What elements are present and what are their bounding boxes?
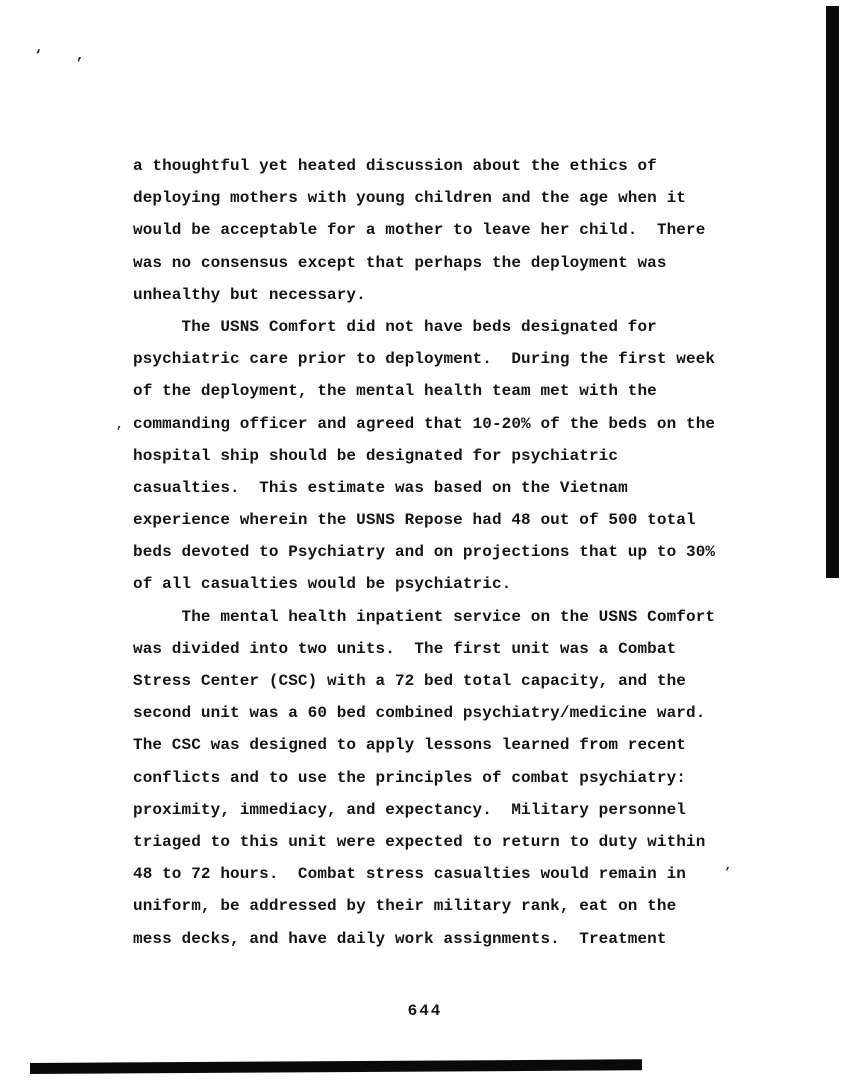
- text-line: triaged to this unit were expected to return to duty within: [133, 832, 706, 851]
- text-line: casualties. This estimate was based on the Vietnam: [133, 478, 628, 497]
- text-line: was divided into two units. The first unit was a Combat: [133, 639, 677, 658]
- text-line: of the deployment, the mental health team met with the: [133, 382, 657, 401]
- text-line: The USNS Comfort did not have beds designated for: [133, 317, 657, 336]
- document-text: [133, 150, 753, 955]
- text-line: beds devoted to Psychiatry and on projections that up to 30%: [133, 543, 716, 562]
- text-line: unhealthy but necessary.: [133, 285, 366, 304]
- text-line: deploying mothers with young children and the age when it: [133, 189, 686, 208]
- scan-artifact: ’: [724, 866, 732, 880]
- scan-artifact: ‘: [34, 48, 43, 64]
- text-line: was no consensus except that perhaps the deployment was: [133, 253, 667, 272]
- text-line: hospital ship should be designated for psychiatric: [133, 446, 619, 465]
- scan-edge-bar-right: [826, 6, 839, 578]
- text-line: psychiatric care prior to deployment. During the first week: [133, 350, 716, 369]
- scan-artifact: ,: [116, 418, 124, 432]
- text-line: of all casualties would be psychiatric.: [133, 575, 512, 594]
- text-line: proximity, immediacy, and expectancy. Military personnel: [133, 800, 686, 819]
- text-line: would be acceptable for a mother to leave her child. There: [133, 221, 706, 240]
- text-line: a thoughtful yet heated discussion about the ethics of: [133, 157, 657, 175]
- text-line: 48 to 72 hours. Combat stress casualties would remain in: [133, 865, 686, 884]
- text-line: mess decks, and have daily work assignments. Treatment: [133, 929, 667, 948]
- text-line: The mental health inpatient service on the USNS Comfort: [133, 607, 716, 626]
- text-line: conflicts and to use the principles of combat psychiatry:: [133, 768, 686, 787]
- page-number: 644: [407, 1002, 443, 1020]
- text-line: Stress Center (CSC) with a 72 bed total capacity, and the: [133, 672, 686, 690]
- text-line: experience wherein the USNS Repose had 48 out of 500 total: [133, 511, 696, 530]
- text-line: The CSC was designed to apply lessons learned from recent: [133, 736, 686, 755]
- scan-edge-bar-bottom: [30, 1059, 642, 1074]
- text-line: commanding officer and agreed that 10-20% of the beds on the: [133, 414, 716, 433]
- text-line: uniform, be addressed by their military rank, eat on the: [133, 897, 677, 916]
- text-line: second unit was a 60 bed combined psychiatry/medicine ward.: [133, 704, 706, 723]
- scan-artifact: ,: [76, 48, 85, 64]
